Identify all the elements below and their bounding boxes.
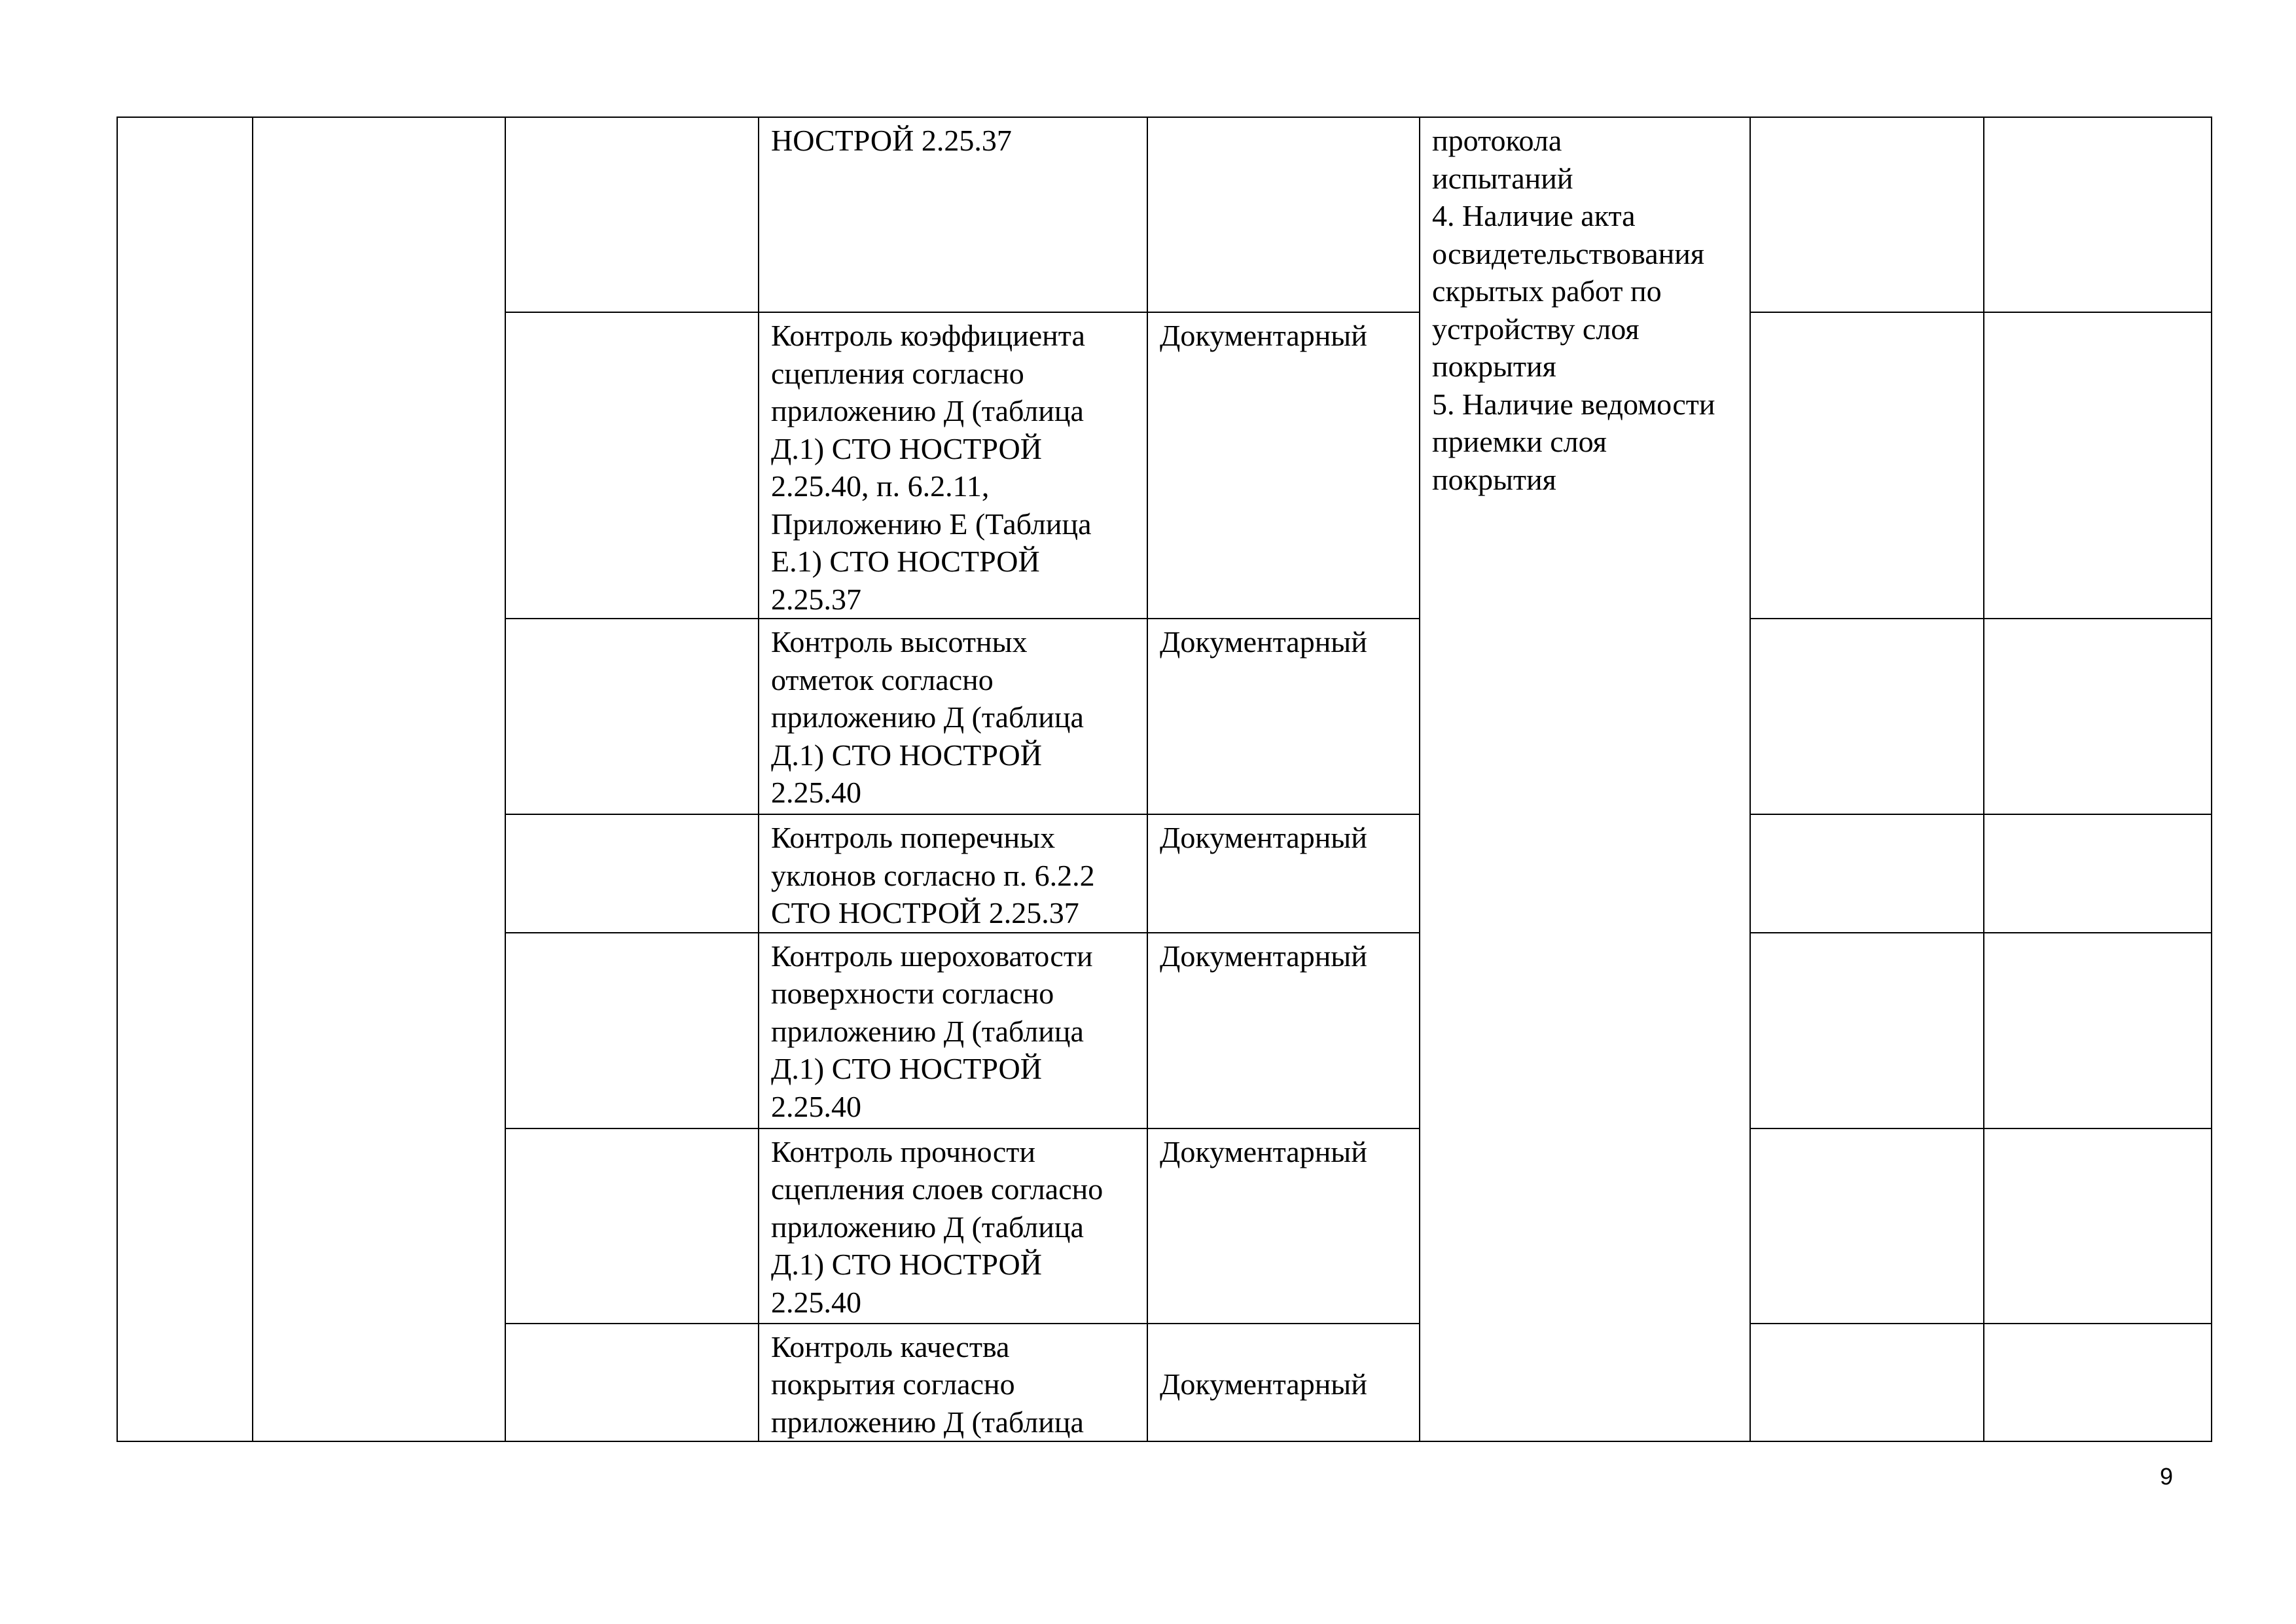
note-cell — [1984, 933, 2212, 1128]
requirement-text: Контроль качества покрытия согласно приложению Д (таблица — [771, 1329, 1084, 1439]
result-cell — [1750, 1324, 1984, 1442]
requirement-cell — [759, 117, 1147, 312]
requirement-cell — [759, 814, 1147, 933]
requirement-cell — [759, 933, 1147, 1128]
note-cell — [1984, 1324, 2212, 1442]
requirement-text: Контроль коэффициента сцепления согласно приложению Д (таблица Д.1) СТО НОСТРОЙ 2.25.40, п. 6.2.11, Приложению Е (Таблица Е.1) СТО НОСТРОЙ 2.25.37 — [771, 319, 1092, 616]
note-cell — [1984, 1128, 2212, 1324]
result-cell — [1750, 814, 1984, 933]
method-cell — [1147, 814, 1420, 933]
object-cell — [505, 619, 759, 814]
result-cell — [1750, 312, 1984, 619]
object-cell — [505, 312, 759, 619]
requirement-cell — [759, 1324, 1147, 1442]
method-text: Документарный — [1160, 319, 1367, 352]
requirement-text: Контроль шероховатости поверхности согласно приложению Д (таблица Д.1) СТО НОСТРОЙ 2.25.40 — [771, 939, 1093, 1123]
method-text: Документарный — [1160, 1367, 1367, 1401]
method-text: Документарный — [1160, 821, 1367, 854]
number-column-cell — [117, 117, 253, 1441]
object-cell — [505, 1128, 759, 1324]
result-cell — [1750, 619, 1984, 814]
documents-text: протокола испытаний 4. Наличие акта освидетельствования скрытых работ по устройству слоя покрытия 5. Наличие ведомости приемки слоя покрытия — [1432, 124, 1715, 496]
requirement-cell — [759, 619, 1147, 814]
requirement-text: Контроль высотных отметок согласно приложению Д (таблица Д.1) СТО НОСТРОЙ 2.25.40 — [771, 625, 1084, 809]
method-text: Документарный — [1160, 1134, 1367, 1168]
requirement-text: Контроль поперечных уклонов согласно п. 6.2.2 СТО НОСТРОЙ 2.25.37 — [771, 821, 1095, 929]
method-cell — [1147, 619, 1420, 814]
result-cell — [1750, 933, 1984, 1128]
page-number: 9 — [2159, 1463, 2173, 1490]
requirement-cell — [759, 1128, 1147, 1324]
method-cell — [1147, 933, 1420, 1128]
object-cell — [505, 117, 759, 312]
method-text: Документарный — [1160, 625, 1367, 659]
requirement-text: НОСТРОЙ 2.25.37 — [771, 124, 1012, 157]
method-cell — [1147, 1324, 1420, 1442]
object-cell — [505, 1324, 759, 1442]
object-cell — [505, 814, 759, 933]
result-cell — [1750, 1128, 1984, 1324]
documents-cell — [1420, 117, 1750, 1441]
note-cell — [1984, 619, 2212, 814]
object-cell — [505, 933, 759, 1128]
stage-column-cell — [253, 117, 505, 1441]
table-row — [117, 117, 2212, 312]
method-cell — [1147, 312, 1420, 619]
method-cell — [1147, 1128, 1420, 1324]
inspection-table — [117, 117, 2212, 1442]
result-cell — [1750, 117, 1984, 312]
method-cell — [1147, 117, 1420, 312]
note-cell — [1984, 117, 2212, 312]
note-cell — [1984, 312, 2212, 619]
note-cell — [1984, 814, 2212, 933]
method-text: Документарный — [1160, 939, 1367, 973]
requirement-cell — [759, 312, 1147, 619]
requirement-text: Контроль прочности сцепления слоев согласно приложению Д (таблица Д.1) СТО НОСТРОЙ 2.25.40 — [771, 1134, 1103, 1319]
